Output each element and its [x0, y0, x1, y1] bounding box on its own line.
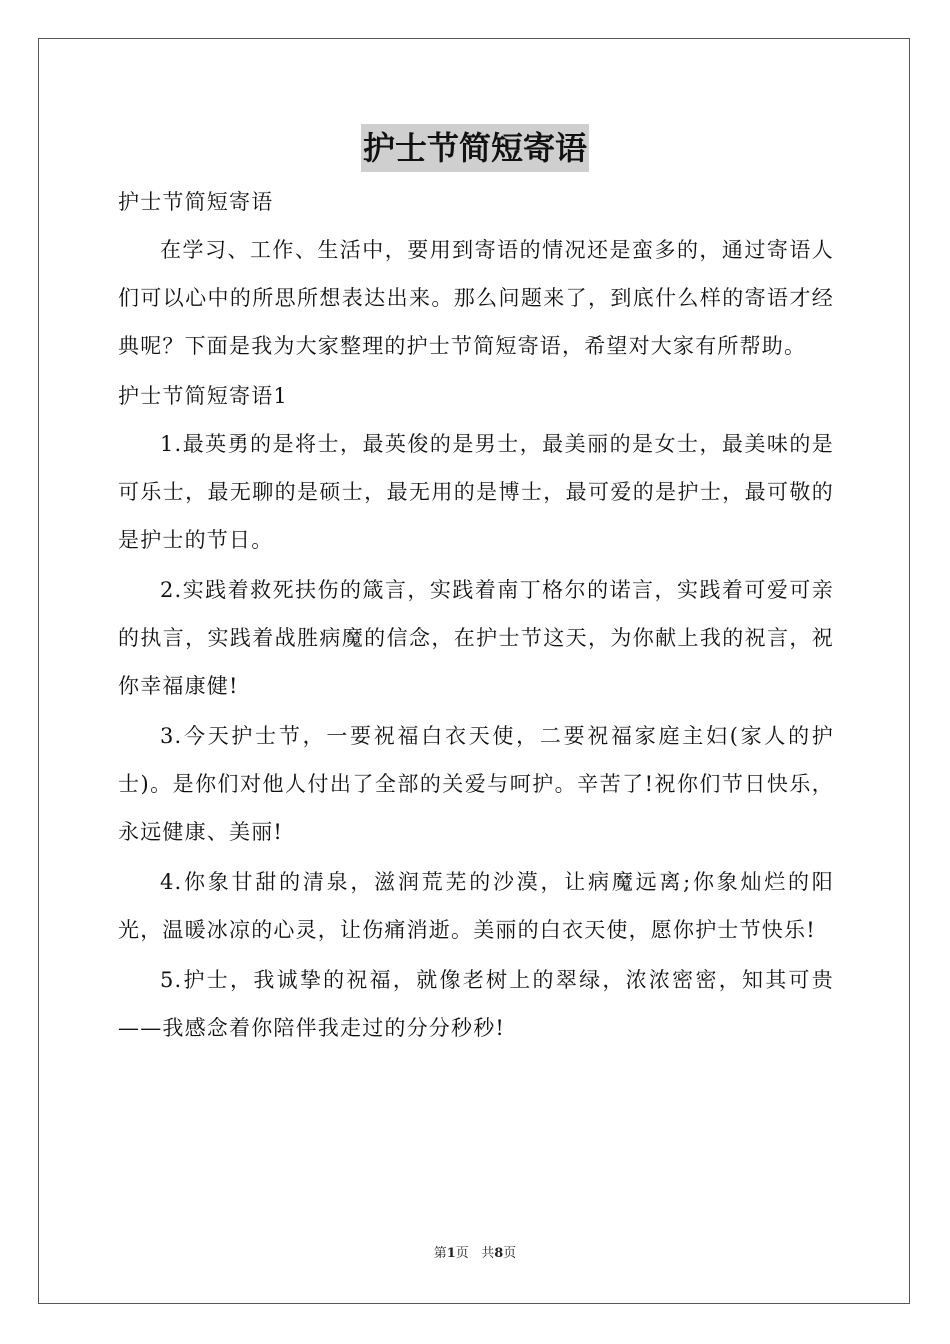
document-subtitle: 护士节简短寄语: [118, 190, 274, 214]
list-item-text: 1.最英勇的是将士，最英俊的是男士，最美丽的是女士，最美味的是可乐士，最无聊的是硕士，最无用的是博士，最可爱的是护士，最可敬的是护士的节日。: [118, 432, 834, 552]
list-item: [118, 420, 834, 564]
total-page-count: 8: [494, 1246, 504, 1261]
page-unit: 页: [455, 1246, 469, 1261]
list-item: [118, 566, 834, 710]
page-footer: [0, 1244, 950, 1264]
document-body: [118, 178, 834, 1054]
total-prefix: 共: [481, 1246, 495, 1261]
list-item-text: 2.实践着救死扶伤的箴言，实践着南丁格尔的诺言，实践着可爱可亲的执言，实践着战胜病魔的信念，在护士节这天，为你献上我的祝言，祝你幸福康健!: [118, 578, 834, 698]
current-page-number: 1: [446, 1246, 456, 1261]
section-heading: 护士节简短寄语1: [118, 384, 288, 408]
list-item: [118, 956, 834, 1052]
document-title: 护士节简短寄语: [361, 124, 589, 172]
title-container: [0, 124, 950, 172]
list-item: [118, 858, 834, 954]
total-unit: 页: [503, 1246, 517, 1261]
page-prefix: 第: [433, 1246, 447, 1261]
list-item: [118, 712, 834, 856]
intro-text: 在学习、工作、生活中，要用到寄语的情况还是蛮多的，通过寄语人们可以心中的所思所想表达出来。那么问题来了，到底什么样的寄语才经典呢？下面是我为大家整理的护士节简短寄语，希望对大家有所帮助。: [118, 238, 834, 358]
list-item-text: 4.你象甘甜的清泉，滋润荒芜的沙漠，让病魔远离;你象灿烂的阳光，温暖冰凉的心灵，让伤痛消逝。美丽的白衣天使，愿你护士节快乐!: [118, 870, 834, 942]
intro-paragraph: [118, 226, 834, 370]
list-item-text: 3.今天护士节，一要祝福白衣天使，二要祝福家庭主妇(家人的护士)。是你们对他人付出了全部的关爱与呵护。辛苦了!祝你们节日快乐，永远健康、美丽!: [118, 724, 834, 844]
list-item-text: 5.护士，我诚挚的祝福，就像老树上的翠绿，浓浓密密，知其可贵——我感念着你陪伴我走过的分分秒秒!: [118, 968, 834, 1040]
